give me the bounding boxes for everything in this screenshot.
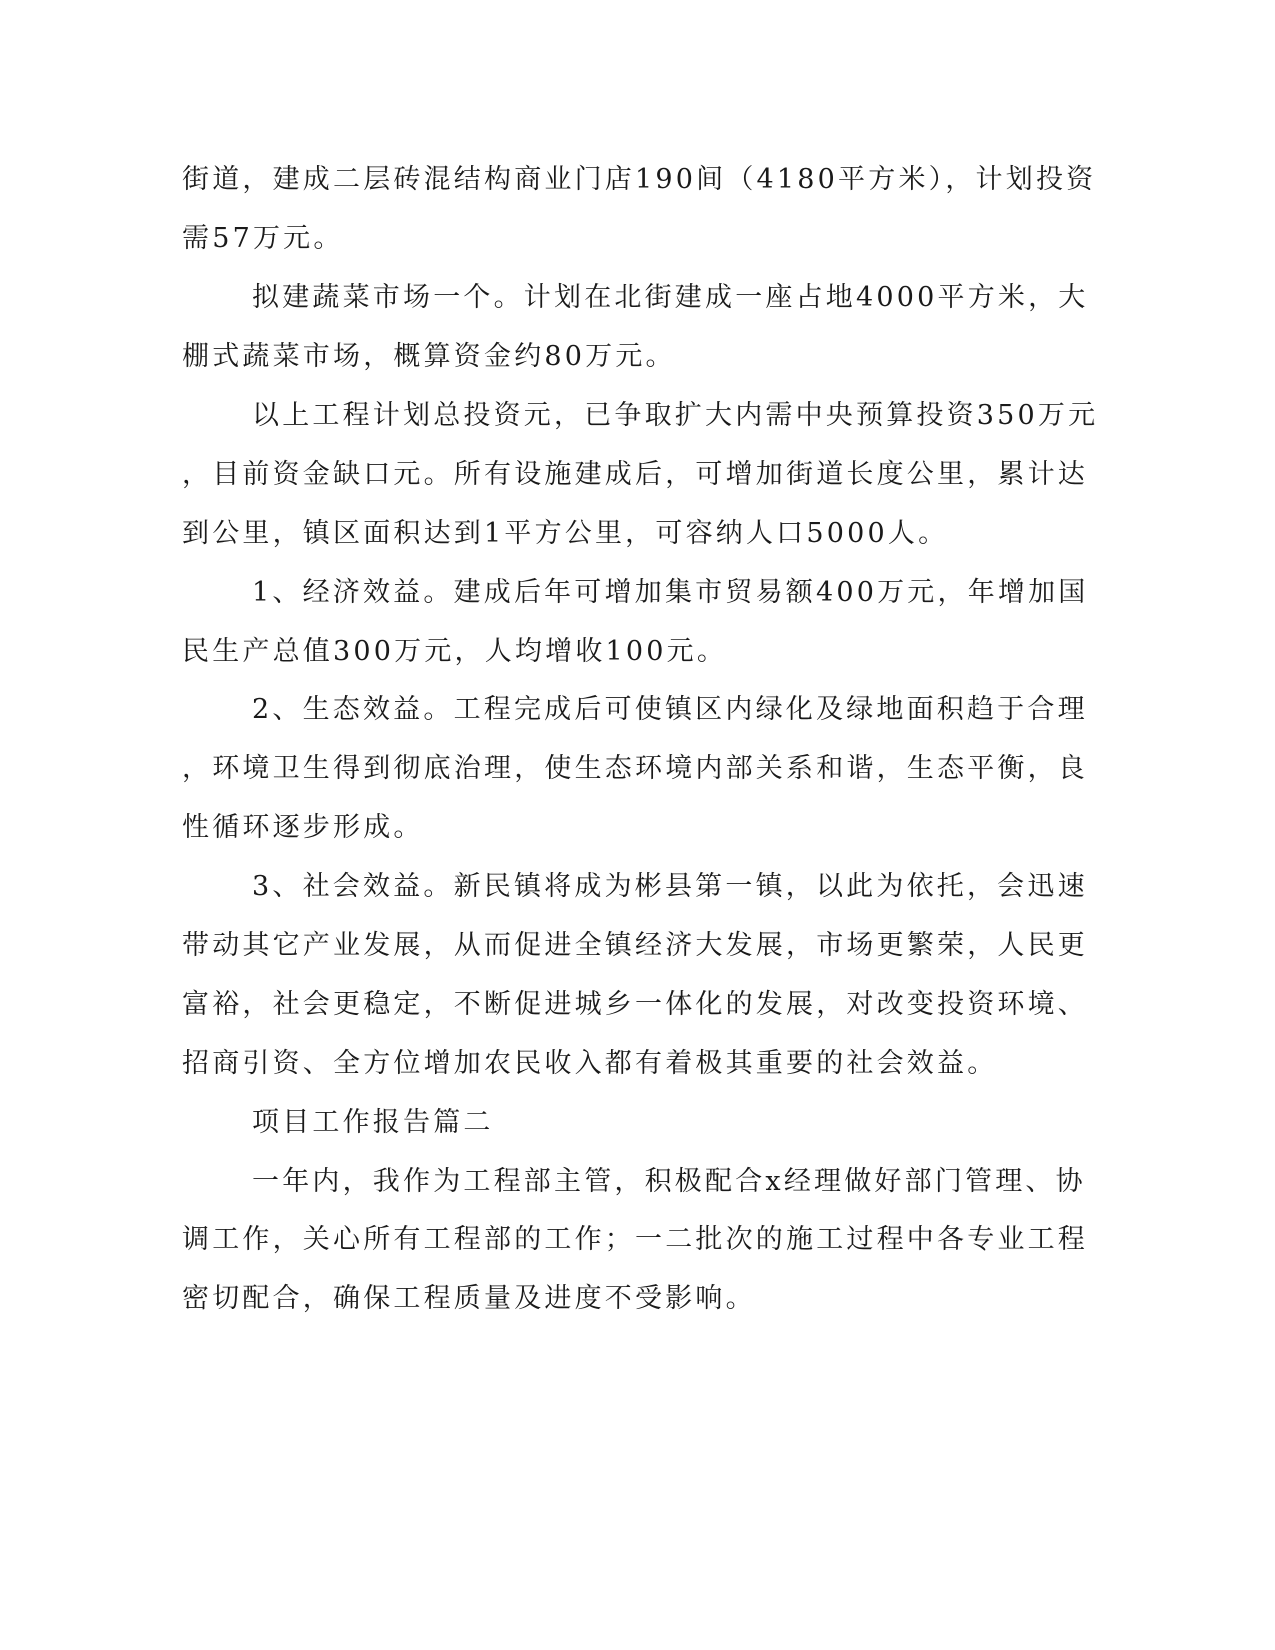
text-line: 棚式蔬菜市场，概算资金约80万元。 xyxy=(182,341,676,372)
text-line: 3、社会效益。新民镇将成为彬县第一镇，以此为依托，会迅速 xyxy=(252,871,1088,902)
text-line: 拟建蔬菜市场一个。计划在北街建成一座占地4000平方米，大 xyxy=(252,282,1089,313)
text-line: 招商引资、全方位增加农民收入都有着极其重要的社会效益。 xyxy=(182,1048,998,1079)
text-line: 街道，建成二层砖混结构商业门店190间（4180平方米），计划投资 xyxy=(182,164,1097,195)
text-line: 调工作，关心所有工程部的工作；一二批次的施工过程中各专业工程 xyxy=(182,1224,1088,1255)
text-line: 民生产总值300万元，人均增收100元。 xyxy=(182,636,728,667)
text-line: 富裕，社会更稳定，不断促进城乡一体化的发展，对改变投资环境、 xyxy=(182,989,1088,1020)
text-line: 到公里，镇区面积达到1平方公里，可容纳人口5000人。 xyxy=(182,518,949,549)
text-line: 2、生态效益。工程完成后可使镇区内绿化及绿地面积趋于合理 xyxy=(252,694,1088,725)
text-line: 以上工程计划总投资元，已争取扩大内需中央预算投资350万元 xyxy=(252,400,1099,431)
section-heading: 项目工作报告篇二 xyxy=(252,1107,494,1138)
text-line: 性循环逐步形成。 xyxy=(182,812,424,843)
text-line: ，环境卫生得到彻底治理，使生态环境内部关系和谐，生态平衡，良 xyxy=(182,753,1088,784)
text-line: 一年内，我作为工程部主管，积极配合x经理做好部门管理、协 xyxy=(252,1166,1086,1197)
text-line: 需57万元。 xyxy=(182,223,344,254)
text-line: 密切配合，确保工程质量及进度不受影响。 xyxy=(182,1283,756,1314)
text-line: ，目前资金缺口元。所有设施建成后，可增加街道长度公里，累计达 xyxy=(182,459,1088,490)
text-line: 带动其它产业发展，从而促进全镇经济大发展，市场更繁荣，人民更 xyxy=(182,930,1088,961)
text-line: 1、经济效益。建成后年可增加集市贸易额400万元，年增加国 xyxy=(252,577,1089,608)
